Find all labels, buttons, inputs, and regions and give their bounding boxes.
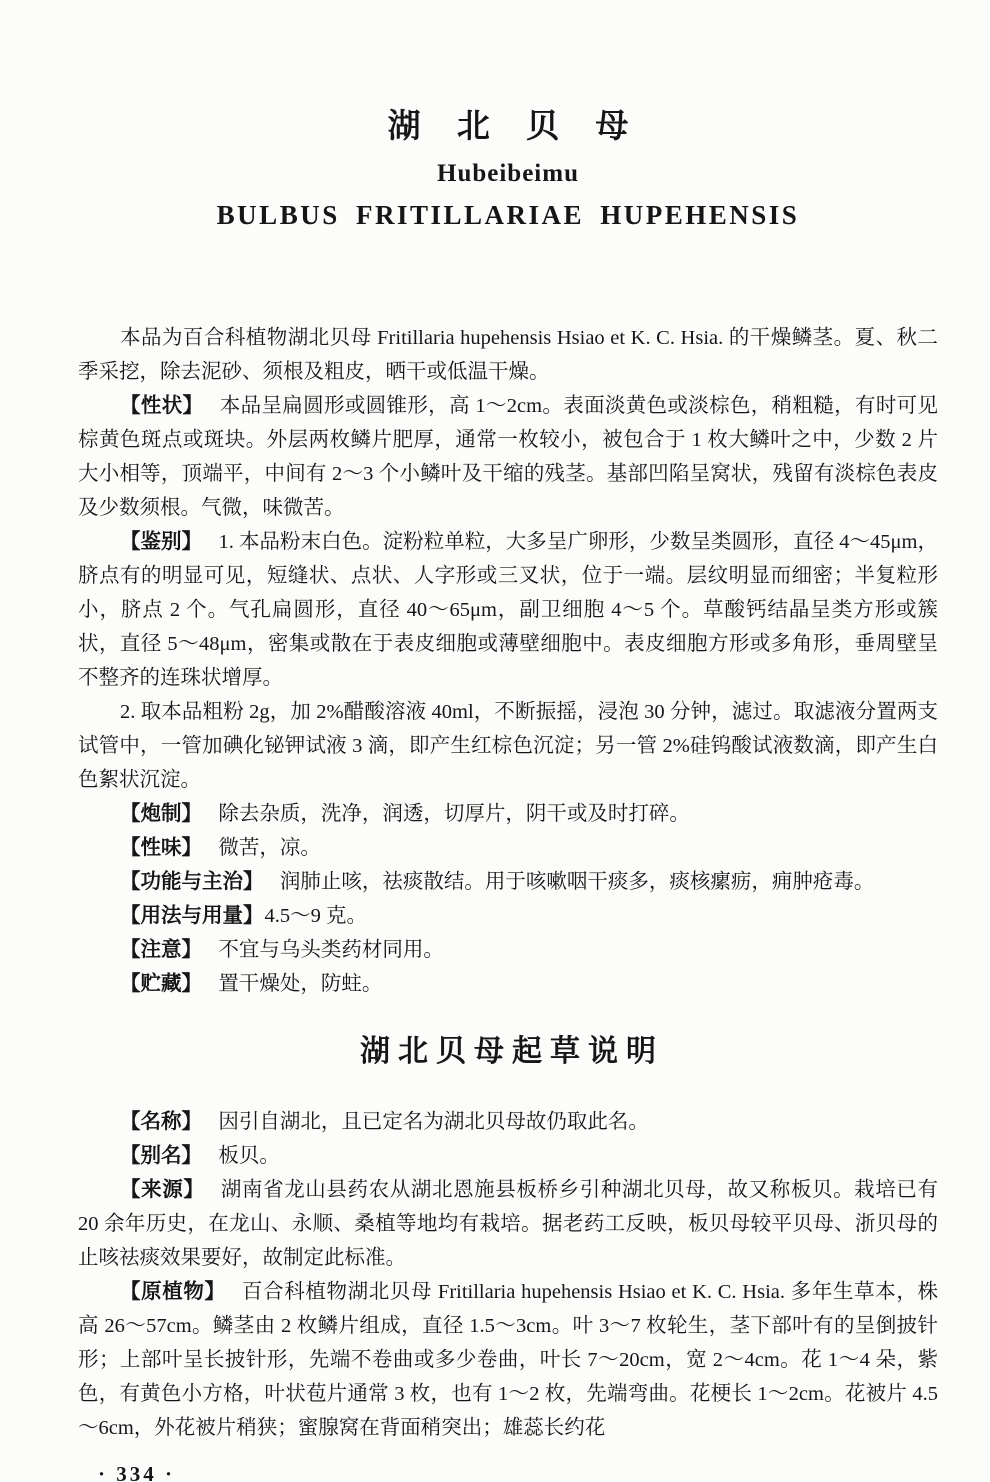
section-label-mingcheng: 【名称】 <box>120 1109 203 1133</box>
section-label-yuanzhiwu: 【原植物】 <box>120 1279 226 1303</box>
section-xingwei <box>78 831 938 865</box>
monograph-body <box>78 321 938 1482</box>
section-label-zhucang: 【贮藏】 <box>120 972 203 995</box>
intro-text: 本品为百合科植物湖北贝母 Fritillaria hupehensis Hsiao et K. C. Hsia. 的干燥鳞茎。夏、秋二季采挖，除去泥砂、须根及粗皮，晒干或低温干燥。 <box>78 327 938 383</box>
section-zhucang <box>78 967 938 1001</box>
section-label-jianbie: 【鉴别】 <box>120 530 203 553</box>
page-number: · 334 · <box>98 1461 176 1482</box>
section-yuanzhiwu <box>78 1275 938 1445</box>
section-label-xingwei: 【性味】 <box>120 836 203 859</box>
section-text-zhucang: 置干燥处，防蛀。 <box>218 973 383 995</box>
section-jianbie-1 <box>78 525 938 695</box>
section-text-gongneng: 润肺止咳，祛痰散结。用于咳嗽咽干痰多，痰核瘰疬，痈肿疮毒。 <box>279 871 875 893</box>
section-text-paozhi: 除去杂质，洗净，润透，切厚片，阴干或及时打碎。 <box>218 803 690 825</box>
section-text-xingwei: 微苦，凉。 <box>218 837 321 859</box>
section-gongneng <box>78 865 938 899</box>
section-label-zhuyi: 【注意】 <box>120 938 203 961</box>
section-jianbie-2 <box>78 695 938 797</box>
section-text-mingcheng: 因引自湖北，且已定名为湖北贝母故仍取此名。 <box>218 1110 649 1133</box>
draft-notes-title: 湖北贝母起草说明 <box>360 1035 664 1068</box>
section-text-jianbie-2: 2. 取本品粗粉 2g，加 2%醋酸溶液 40ml，不断振摇，浸泡 30 分钟，滤过。取滤液分置两支试管中，一管加碘化铋钾试液 3 滴，即产生红棕色沉淀；另一管 2%硅钨酸试液数滴，即产生白色絮状沉淀。 <box>78 701 938 791</box>
section-text-bieming: 板贝。 <box>218 1144 280 1167</box>
section-laiyuan <box>78 1173 938 1275</box>
section-text-xingzhuang: 本品呈扁圆形或圆锥形，高 1～2cm。表面淡黄色或淡棕色，稍粗糙，有时可见棕黄色斑点或斑块。外层两枚鳞片肥厚，通常一枚较小，被包合于 1 枚大鳞叶之中，少数 2 片大小相等，顶端平，中间有 2～3 个小鳞叶及干缩的残茎。基部凹陷呈窝状，残留有淡棕色表皮及少数须根。气微，味微苦。 <box>78 395 939 519</box>
section-mingcheng <box>78 1105 938 1139</box>
section-text-jianbie-1: 1. 本品粉末白色。淀粉粒单粒，大多呈广卵形，少数呈类圆形，直径 4～45μm，脐点有的明显可见，短缝状、点状、人字形或三叉状，位于一端。层纹明显而细密；半复粒形小，脐点 2 个。气孔扁圆形，直径 40～65μm，副卫细胞 4～5 个。草酸钙结晶呈类方形或簇状，直径 5～48μm，密集或散在于表皮细胞或薄壁细胞中。表皮细胞方形或多角形，垂周壁呈不整齐的连珠状增厚。 <box>78 531 939 689</box>
section-text-laiyuan: 湖南省龙山县药农从湖北恩施县板桥乡引种湖北贝母，故又称板贝。栽培已有 20 余年历史，在龙山、永顺、桑植等地均有栽培。据老药工反映，板贝母较平贝母、浙贝母的止咳祛痰效果要好，故制定此标准。 <box>78 1178 939 1269</box>
page-title: 湖 北 贝 母 <box>387 109 643 145</box>
title-pinyin: Hubeibeimu <box>437 160 579 187</box>
section-yongfa <box>78 899 938 933</box>
section-zhuyi <box>78 933 938 967</box>
section-label-gongneng: 【功能与主治】 <box>120 870 264 893</box>
section-text-yuanzhiwu: 百合科植物湖北贝母 Fritillaria hupehensis Hsiao et K. C. Hsia. 多年生草本，株高 26～57cm。鳞茎由 2 枚鳞片组成，直径 1.5～3cm。叶 3～7 枚轮生，茎下部叶有的呈倒披针形；上部叶呈长披针形，先端不卷曲或多少卷曲，叶长 7～20cm，宽 2～4cm。花 1～4 朵，紫色，有黄色小方格，叶状苞片通常 3 枚，也有 1～2 枚，先端弯曲。花梗长 1～2cm。花被片 4.5～6cm，外花被片稍狭；蜜腺窝在背面稍突出；雄蕊长约花 <box>78 1280 939 1439</box>
section-label-yongfa: 【用法与用量】 <box>120 904 264 927</box>
section-text-yongfa: 4.5～9 克。 <box>264 905 368 927</box>
section-bieming <box>78 1139 938 1173</box>
monograph-header <box>78 100 938 231</box>
section-xingzhuang <box>78 389 938 525</box>
section-intro <box>78 321 938 389</box>
title-latin: BULBUS FRITILLARIAE HUPEHENSIS <box>216 200 800 230</box>
section-text-zhuyi: 不宜与乌头类药材同用。 <box>218 939 444 961</box>
section-label-bieming: 【别名】 <box>120 1143 203 1167</box>
section-paozhi <box>78 797 938 831</box>
section-label-paozhi: 【炮制】 <box>120 802 203 825</box>
section-label-laiyuan: 【来源】 <box>120 1177 205 1201</box>
section-label-xingzhuang: 【性状】 <box>120 394 204 417</box>
